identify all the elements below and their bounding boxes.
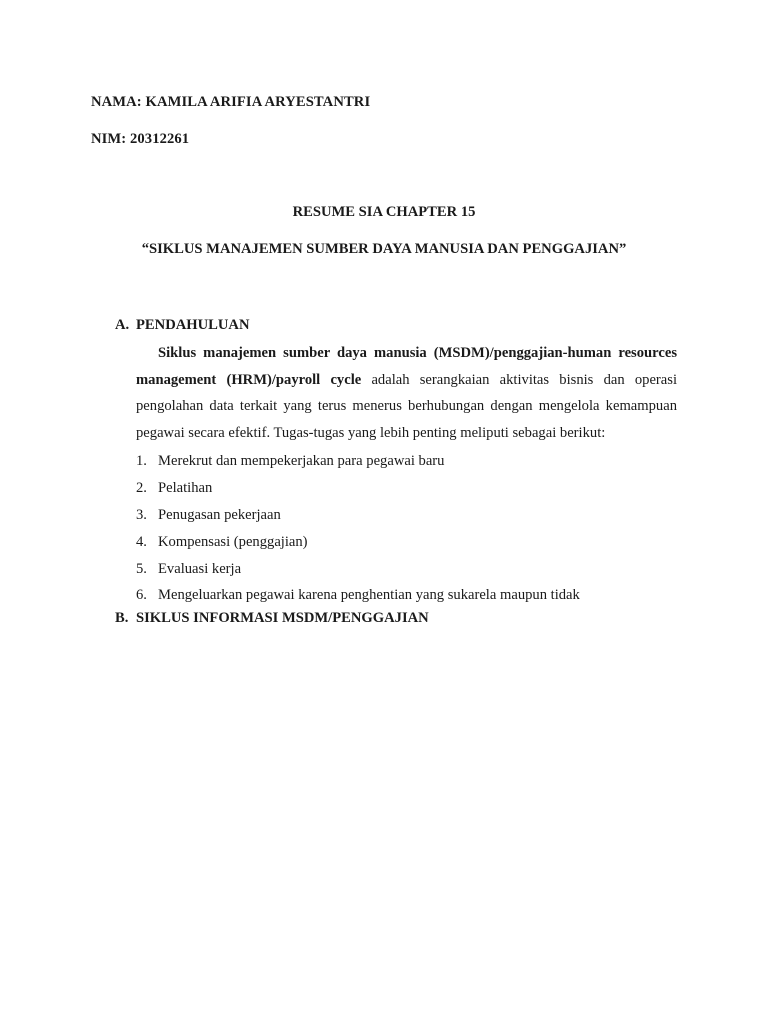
document-title: RESUME SIA CHAPTER 15 (292, 204, 476, 220)
paragraph-body: adalah serangkaian aktivitas bisnis dan operasi pengolahan data terkait yang terus menerus berhubungan dengan mengelola kemampuan pegawai secara efektif. Tugas-tugas yang lebih penting meliputi sebagai berikut: (136, 371, 677, 442)
list-number: 3. (136, 506, 147, 523)
task-list (136, 448, 580, 609)
list-item (136, 556, 580, 583)
section-title: SIKLUS INFORMASI MSDM/PENGGAJIAN (136, 610, 429, 626)
list-number: 1. (136, 453, 147, 469)
list-item (136, 582, 580, 609)
intro-paragraph (136, 340, 677, 447)
list-item (136, 448, 580, 475)
list-text: Mengeluarkan pegawai karena penghentian yang sukarela maupun tidak (158, 587, 580, 604)
document-subtitle: “SIKLUS MANAJEMEN SUMBER DAYA MANUSIA DAN PENGGAJIAN” (141, 241, 627, 257)
list-text: Pelatihan (158, 479, 213, 496)
list-text: Merekrut dan mempekerjakan para pegawai baru (158, 453, 445, 469)
section-marker: B. (115, 610, 129, 626)
section-heading-a (115, 317, 250, 334)
list-number: 2. (136, 479, 147, 496)
student-name: NAMA: KAMILA ARIFIA ARYESTANTRI (91, 94, 371, 110)
paragraph-bold-lead: Siklus manajemen sumber daya manusia (MSDM)/penggajian-human resources management (HRM)/payroll cycle (136, 345, 677, 388)
student-nim: NIM: 20312261 (91, 131, 190, 147)
list-number: 5. (136, 560, 147, 577)
list-item (136, 475, 580, 502)
list-text: Evaluasi kerja (158, 560, 242, 577)
section-heading-b (115, 610, 429, 627)
list-number: 4. (136, 533, 147, 550)
section-title: PENDAHULUAN (136, 317, 250, 333)
section-marker: A. (115, 317, 130, 333)
list-text: Kompensasi (penggajian) (158, 533, 308, 550)
list-item (136, 502, 580, 529)
list-number: 6. (136, 587, 147, 604)
list-item (136, 529, 580, 556)
list-text: Penugasan pekerjaan (158, 506, 281, 523)
